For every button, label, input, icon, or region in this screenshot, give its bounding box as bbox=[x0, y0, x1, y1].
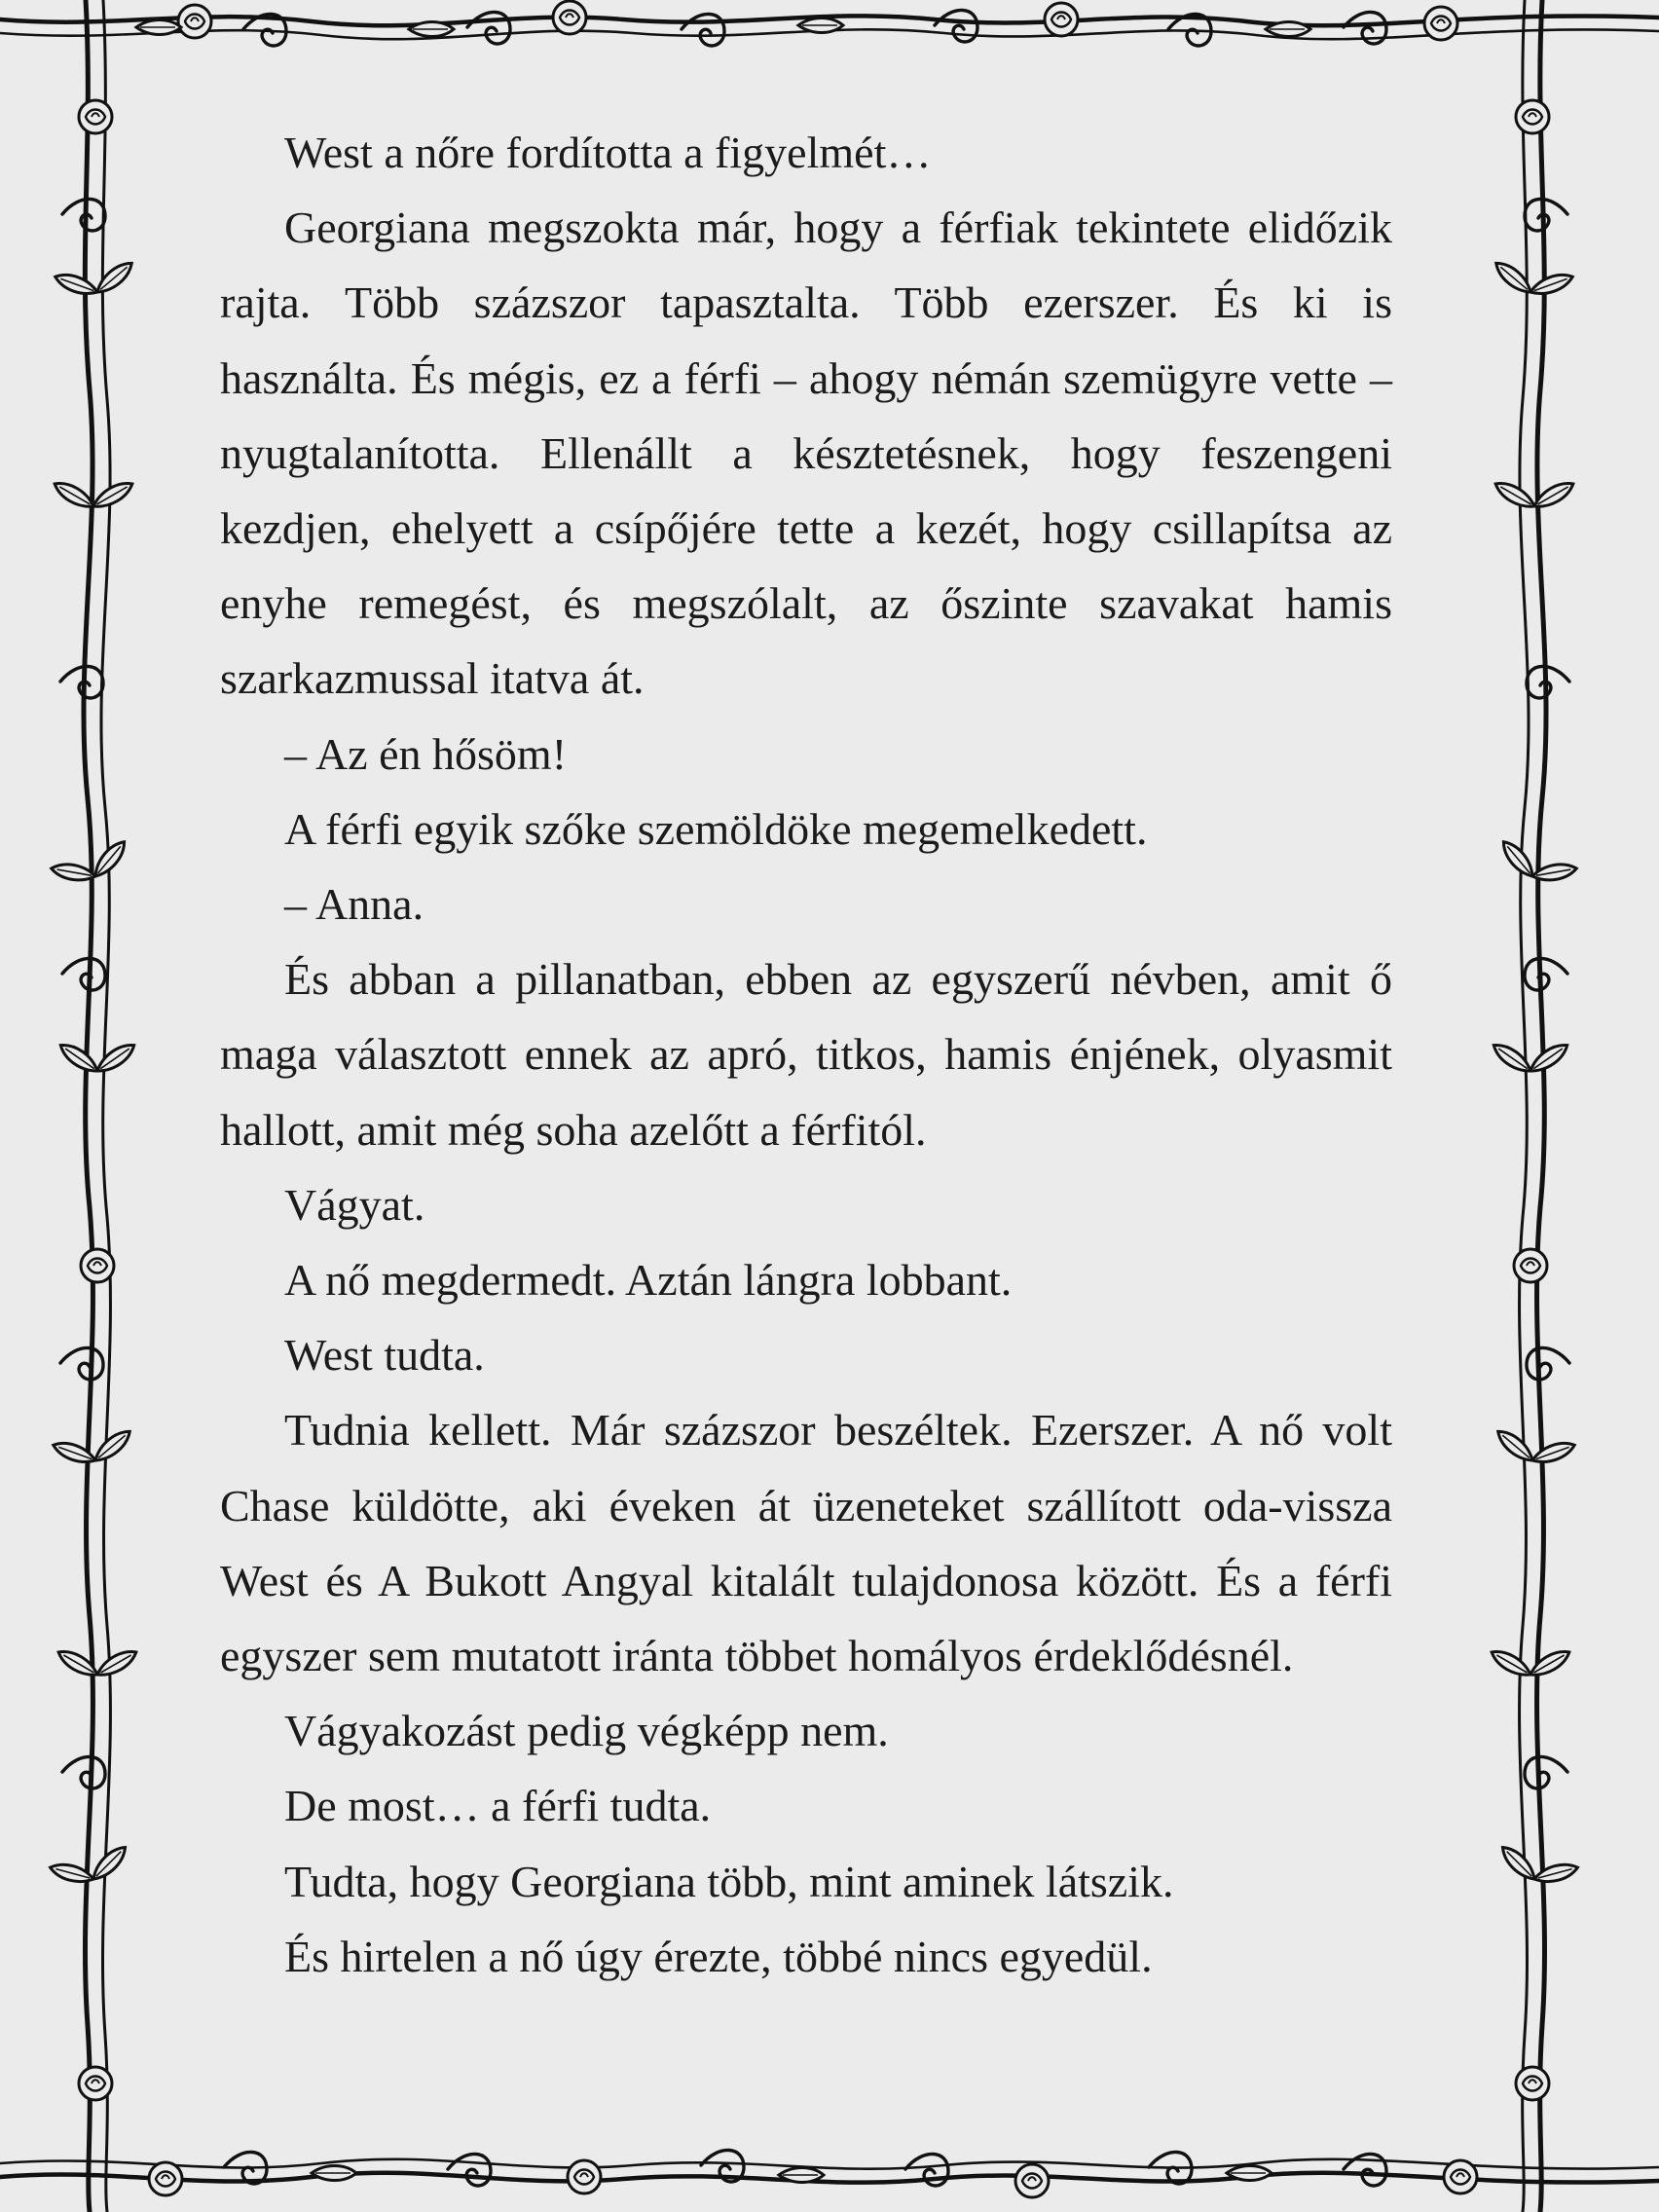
paragraph: A nő megdermedt. Aztán lángra lobbant. bbox=[284, 1255, 1013, 1306]
paragraph: És hirtelen a nő úgy érezte, többé nincs egyedül. bbox=[284, 1931, 1153, 1981]
paragraph: A férfi egyik szőke szemöldöke megemelkedett. bbox=[284, 803, 1148, 854]
paragraph: És abban a pillanatban, ebben az egyszerű névben, amit ő maga választott ennek az apró, titkos, hamis énjének, olyasmit hallott, amit még soha azelőtt a férfitól. bbox=[220, 954, 1392, 1155]
paragraph: – Az én hősöm! bbox=[284, 728, 568, 779]
paragraph: West tudta. bbox=[284, 1330, 485, 1381]
paragraph: Tudnia kellett. Már százszor beszéltek. Ezerszer. A nő volt Chase küldötte, aki éveken át üzeneteket szállított oda-vissza West és A Bukott Angyal kitalált tulajdonosa között. És a férfi egyszer sem mutatott iránta többet homályos érdeklődésnél. bbox=[220, 1405, 1392, 1681]
paragraph: West a nőre fordította a figyelmét… bbox=[284, 128, 932, 177]
paragraph: Vágyakozást pedig végképp nem. bbox=[284, 1706, 889, 1756]
paragraph: Tudta, hogy Georgiana több, mint aminek látszik. bbox=[284, 1856, 1174, 1906]
paragraph: De most… a férfi tudta. bbox=[284, 1781, 712, 1831]
paragraph: Vágyat. bbox=[284, 1179, 425, 1230]
paragraph: – Anna. bbox=[284, 879, 424, 930]
paragraph: Georgiana megszokta már, hogy a férfiak tekintete elidőzik rajta. Több százszor tapasztalta. Több ezerszer. És ki is használta. És mégis, ez a férfi – ahogy némán szemügyre vette – nyugtalanította. Ellenállt a késztetésnek, hogy feszengeni kezdjen, ehelyett a csípőjére tette a kezét, hogy csillapítsa az enyhe remegést, és megszólalt, az őszinte szavakat hamis szarkazmussal itatva át. bbox=[220, 203, 1392, 704]
body-text bbox=[220, 115, 1392, 1994]
